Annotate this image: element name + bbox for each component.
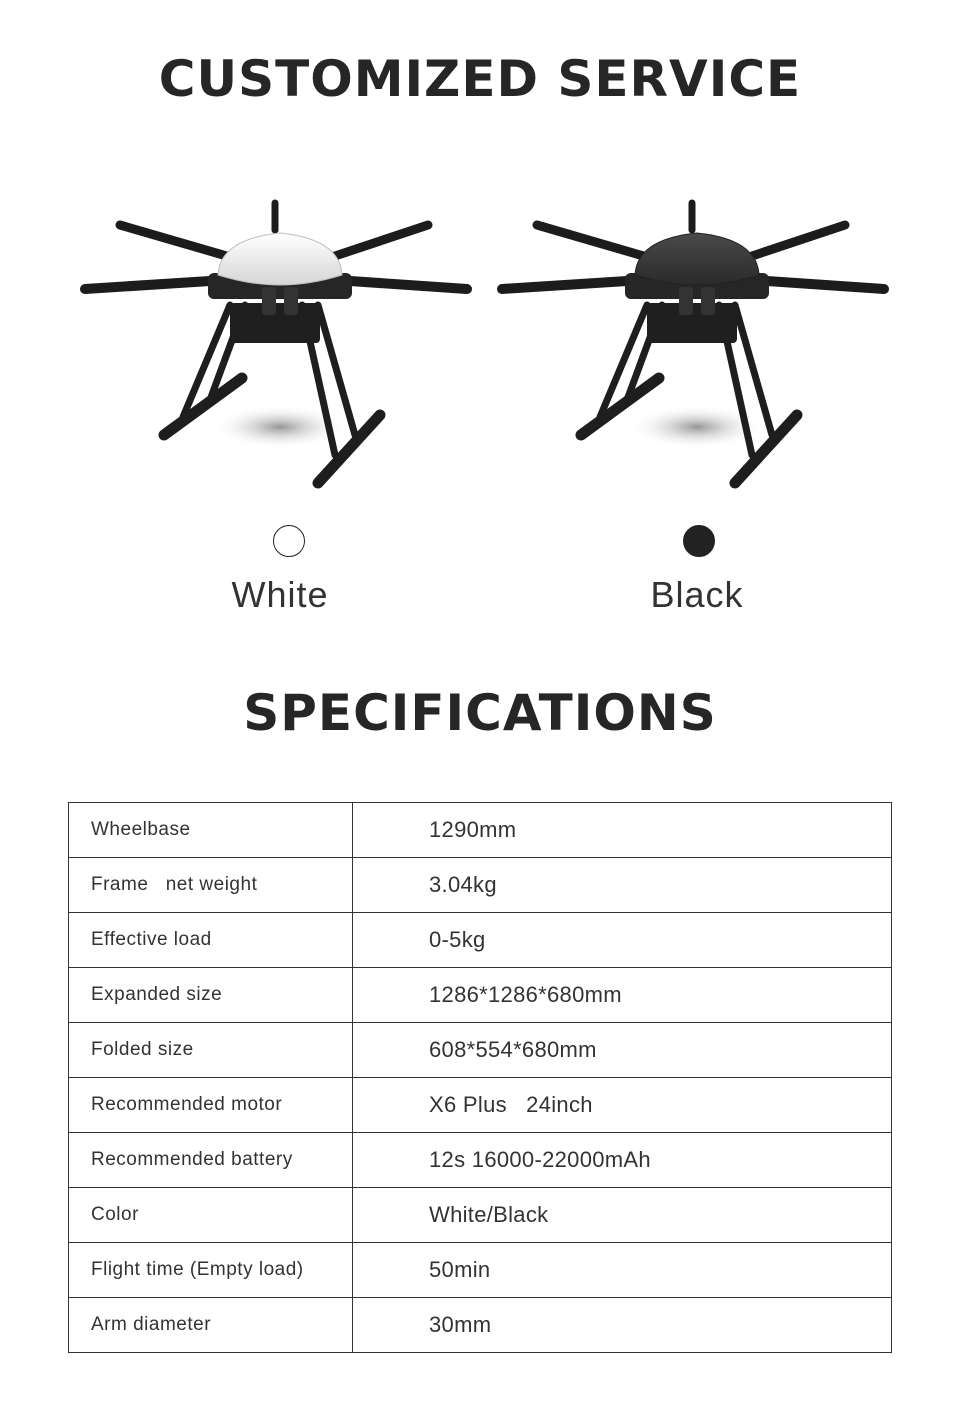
black-color-label: Black bbox=[650, 574, 744, 615]
table-row bbox=[69, 913, 892, 968]
spec-value: White/Black bbox=[353, 1188, 892, 1243]
table-row bbox=[69, 1243, 892, 1298]
spec-key: Folded size bbox=[69, 1023, 353, 1078]
specifications-heading: SPECIFICATIONS bbox=[243, 684, 717, 742]
white-color-label: White bbox=[231, 574, 329, 615]
drone-image-black bbox=[497, 195, 897, 495]
specifications-table bbox=[68, 802, 892, 1353]
spec-key: Arm diameter bbox=[69, 1298, 353, 1353]
white-color-swatch[interactable] bbox=[273, 525, 305, 557]
table-row bbox=[69, 1133, 892, 1188]
spec-key: Frame net weight bbox=[69, 858, 353, 913]
table-row bbox=[69, 803, 892, 858]
spec-value: X6 Plus 24inch bbox=[353, 1078, 892, 1133]
drone-image-white bbox=[80, 195, 480, 495]
spec-key: Color bbox=[69, 1188, 353, 1243]
table-row bbox=[69, 1298, 892, 1353]
spec-key: Wheelbase bbox=[69, 803, 353, 858]
spec-value: 50min bbox=[353, 1243, 892, 1298]
spec-value: 30mm bbox=[353, 1298, 892, 1353]
table-row bbox=[69, 1078, 892, 1133]
spec-value: 608*554*680mm bbox=[353, 1023, 892, 1078]
spec-key: Flight time (Empty load) bbox=[69, 1243, 353, 1298]
spec-key: Expanded size bbox=[69, 968, 353, 1023]
spec-value: 1290mm bbox=[353, 803, 892, 858]
spec-value: 3.04kg bbox=[353, 858, 892, 913]
table-row bbox=[69, 968, 892, 1023]
spec-value: 12s 16000-22000mAh bbox=[353, 1133, 892, 1188]
table-row bbox=[69, 1188, 892, 1243]
spec-value: 0-5kg bbox=[353, 913, 892, 968]
spec-key: Effective load bbox=[69, 913, 353, 968]
black-color-swatch[interactable] bbox=[683, 525, 715, 557]
table-row bbox=[69, 858, 892, 913]
spec-value: 1286*1286*680mm bbox=[353, 968, 892, 1023]
customized-service-heading: CUSTOMIZED SERVICE bbox=[158, 50, 802, 108]
spec-key: Recommended battery bbox=[69, 1133, 353, 1188]
spec-key: Recommended motor bbox=[69, 1078, 353, 1133]
table-row bbox=[69, 1023, 892, 1078]
